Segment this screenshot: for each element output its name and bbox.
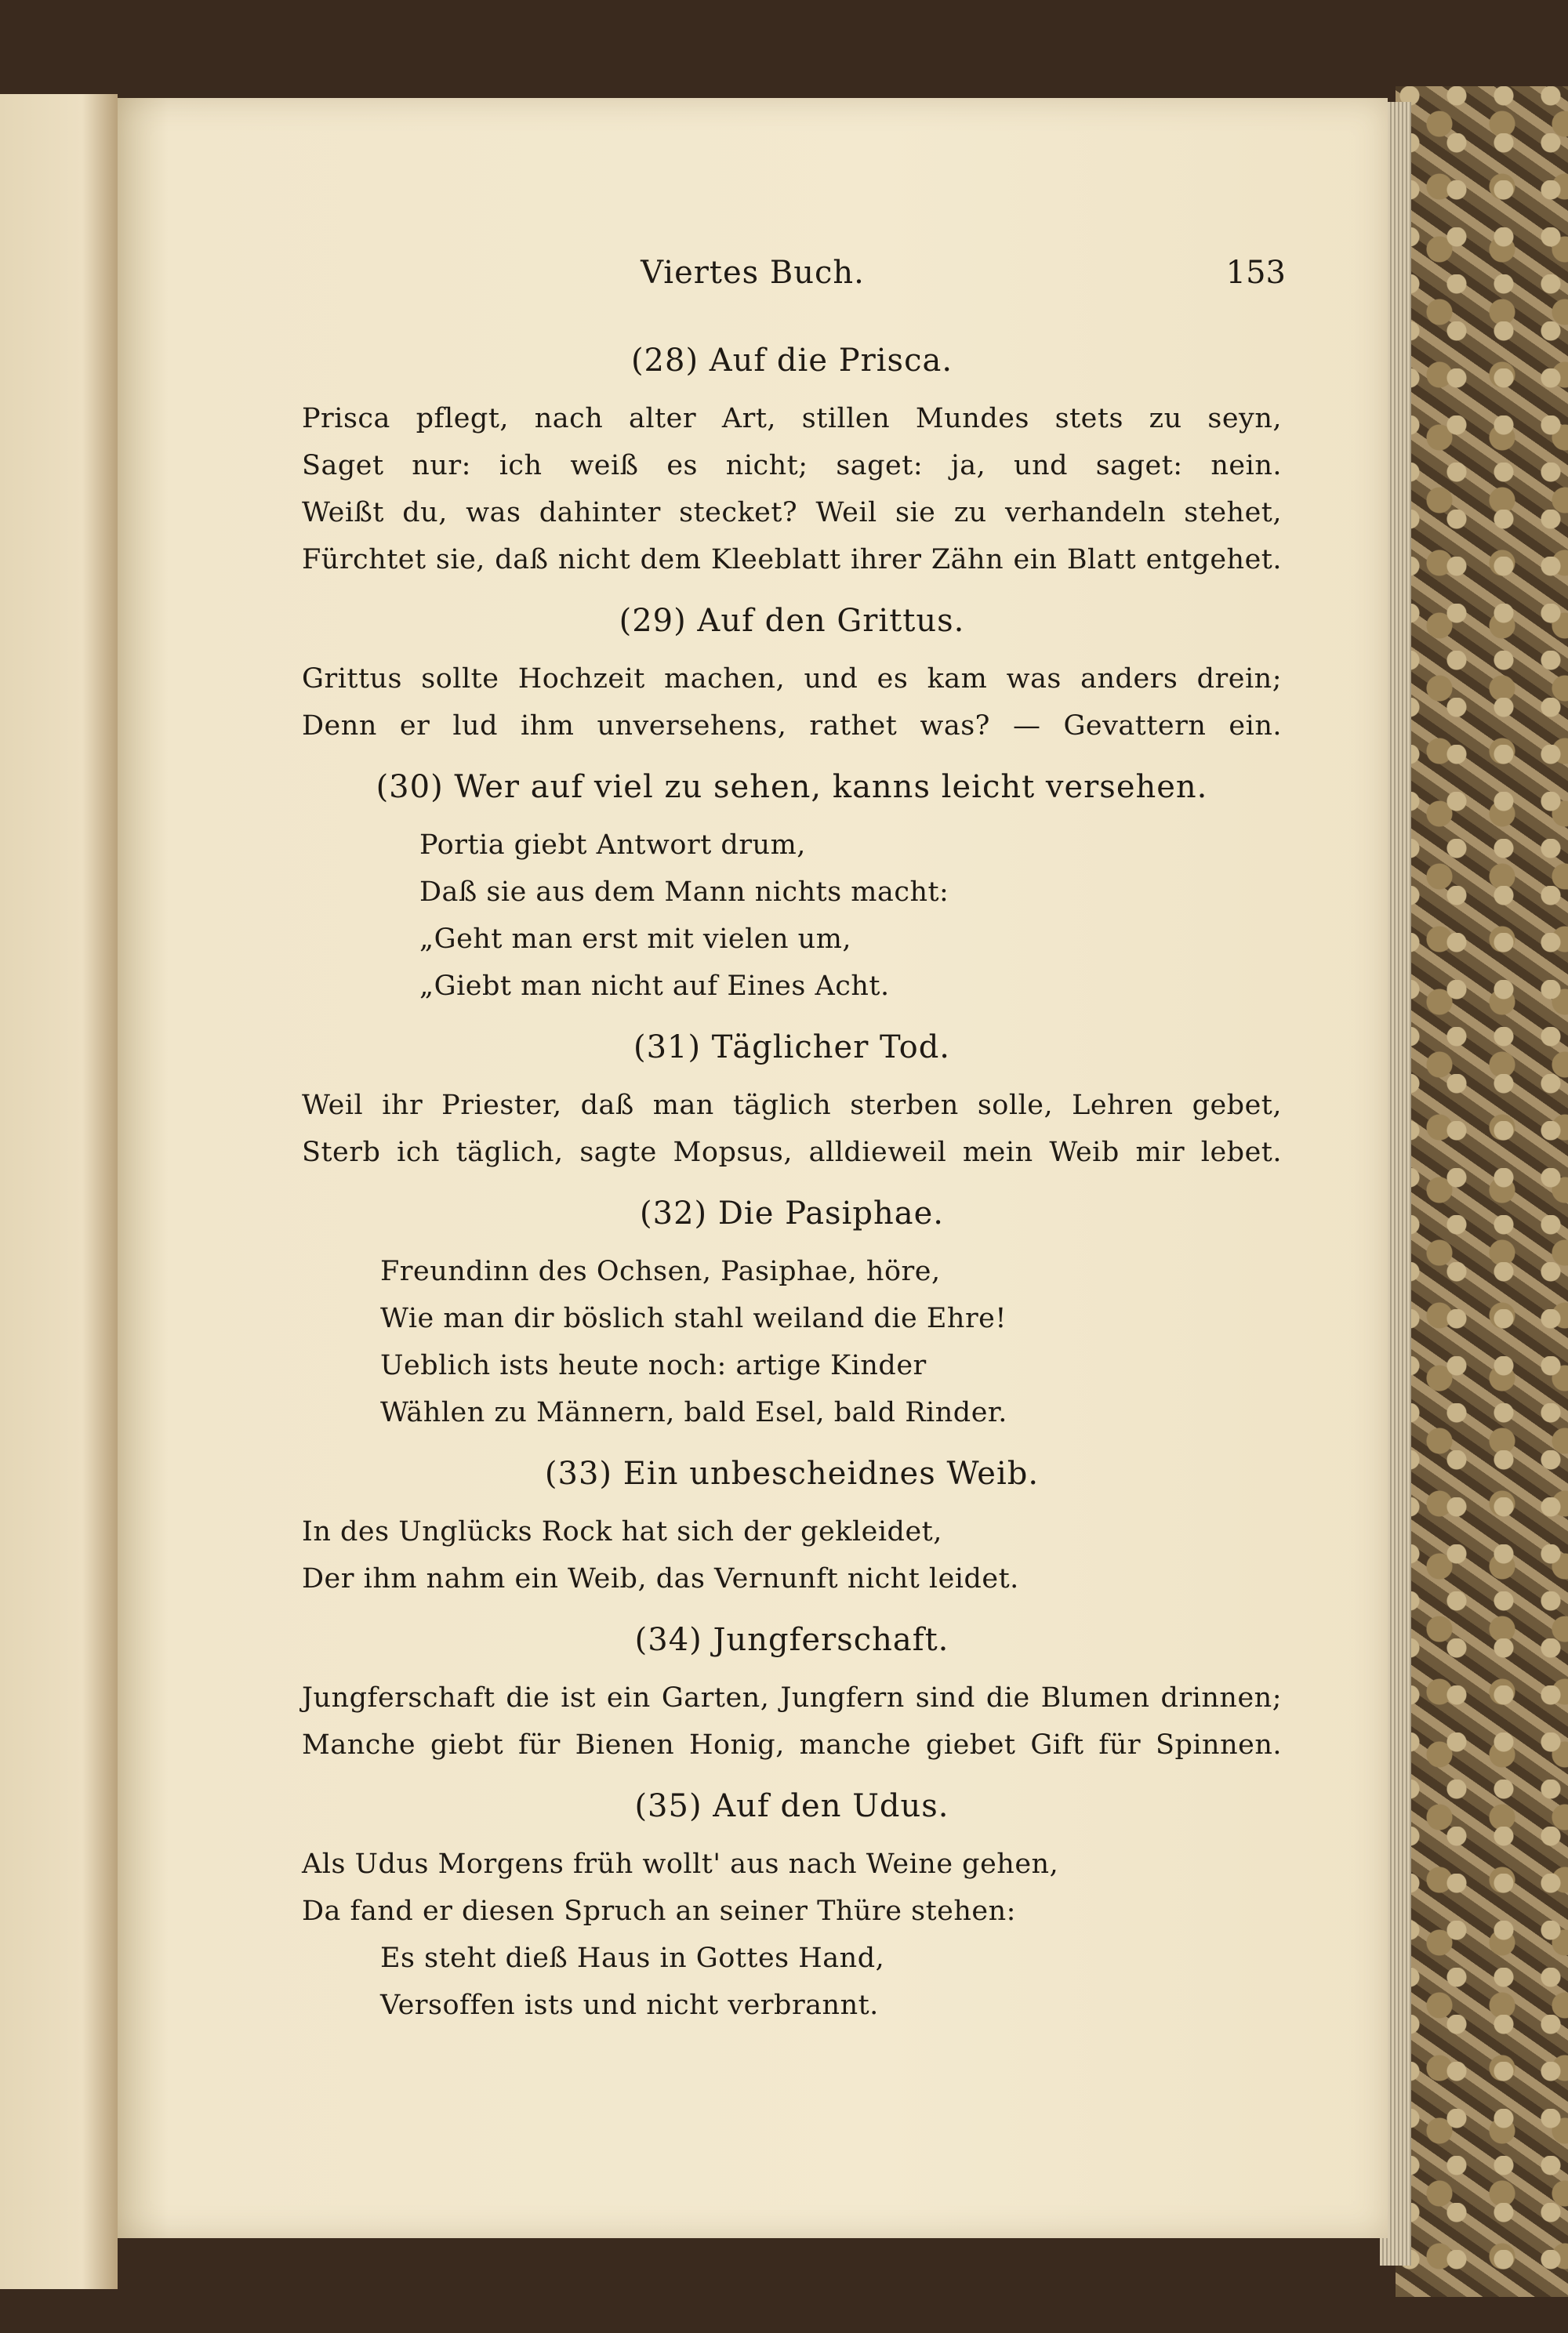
verse-line: Da fand er diesen Spruch an seiner Thüre stehen: [302,1896,1016,1927]
verse-line: Versoffen ists und nicht verbrannt. [380,1990,879,2021]
verse-line: Es steht dieß Haus in Gottes Hand, [380,1943,885,1974]
verse-line: Freundinn des Ochsen, Pasiphae, höre, [380,1256,941,1287]
verse-line: Fürchtet sie, daß nicht dem Kleeblatt ihrer Zähn ein Blatt entgehet. [302,544,1282,575]
verse-line: Jungferschaft die ist ein Garten, Jungfern sind die Blumen drinnen; [302,1682,1282,1714]
verse-line: Prisca pflegt, nach alter Art, stillen Mundes stets zu seyn, [302,403,1282,434]
section-title: (32) Die Pasiphae. [640,1196,944,1232]
section-title: (35) Auf den Udus. [634,1788,949,1824]
section-title: (33) Ein unbescheidnes Weib. [544,1456,1040,1492]
epigram-28 [302,337,1282,583]
left-page-edge [0,94,118,2289]
verse-line: Denn er lud ihm unversehens, rathet was? — Gevattern ein. [302,710,1282,742]
epigram-34 [302,1616,1282,1769]
verse-line: Manche giebt für Bienen Honig, manche giebet Gift für Spinnen. [302,1729,1282,1761]
verse-line: In des Unglücks Rock hat sich der gekleidet, [302,1516,942,1547]
verse-line: Grittus sollte Hochzeit machen, und es kam was anders drein; [302,663,1282,695]
epigram-31 [302,1024,1282,1176]
verse-line: Der ihm nahm ein Weib, das Vernunft nicht leidet. [302,1563,1019,1595]
verse-line: Weißt du, was dahinter stecket? Weil sie zu verhandeln stehet, [302,497,1282,528]
epigram-35 [302,1783,1282,2029]
verse-line: Portia giebt Antwort drum, [419,829,806,861]
verse-line: Saget nur: ich weiß es nicht; saget: ja, und saget: nein. [302,450,1282,481]
section-title: (28) Auf die Prisca. [630,343,953,379]
verse-line: Als Udus Morgens früh wollt' aus nach Weine gehen, [302,1849,1059,1880]
page-header [118,255,1388,302]
section-title: (30) Wer auf viel zu sehen, kanns leicht versehen. [376,769,1208,805]
verse-line: Daß sie aus dem Mann nichts macht: [419,876,949,908]
epigram-29 [302,597,1282,749]
book-page [118,98,1388,2238]
running-title: Viertes Buch. [641,255,865,291]
verse-line: Sterb ich täglich, sagte Mopsus, alldieweil mein Weib mir lebet. [302,1137,1282,1168]
verse-line: Wählen zu Männern, bald Esel, bald Rinder. [380,1397,1007,1428]
page-number: 153 [1225,255,1286,291]
verse-line: „Geht man erst mit vielen um, [419,923,852,955]
verse-line: „Giebt man nicht auf Eines Acht. [419,971,890,1002]
section-title: (31) Täglicher Tod. [633,1029,951,1065]
section-title: (29) Auf den Grittus. [619,603,965,639]
verse-line: Wie man dir böslich stahl weiland die Ehre! [380,1303,1007,1334]
verse-line: Weil ihr Priester, daß man täglich sterben solle, Lehren gebet, [302,1090,1282,1121]
page-content [302,337,1282,2043]
marbled-cover [1396,86,1568,2297]
epigram-32 [302,1190,1282,1436]
epigram-33 [302,1450,1282,1602]
verse-line: Ueblich ists heute noch: artige Kinder [380,1350,927,1381]
epigram-30 [302,764,1282,1010]
section-title: (34) Jungferschaft. [634,1622,949,1658]
